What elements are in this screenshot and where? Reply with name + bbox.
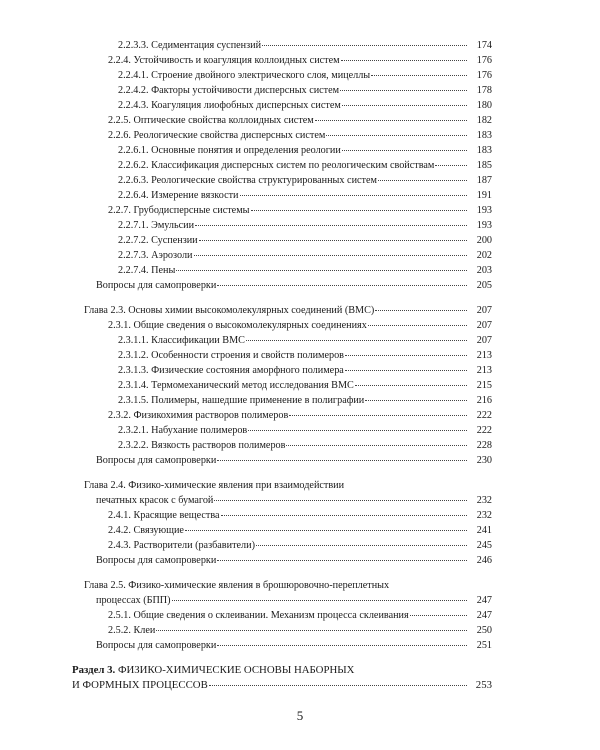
toc-entry-page: 183 [476,130,492,141]
toc-leader-dots [176,270,467,271]
toc-entry-page: 222 [476,425,492,436]
toc-entry-text: 2.5.1. Общие сведения о склеивании. Механизм процесса склеивания [108,610,409,621]
toc-entry-text: 2.2.4.1. Строение двойного электрического слоя, мицеллы [118,70,371,81]
toc-entry-page: 241 [476,525,492,536]
toc-entry [118,439,492,452]
toc-entry-text: 2.2.7.2. Суспензии [118,235,198,246]
toc-entry-text: 2.2.6.4. Измерение вязкости [118,190,239,201]
toc-entry-text: 2.2.7.4. Пены [118,265,176,276]
toc-entry-page: 213 [476,365,492,376]
toc-entry-page: 230 [476,455,492,466]
toc-entry [96,639,492,652]
toc-leader-dots [217,645,467,646]
toc-entry-page: 213 [476,350,492,361]
toc-entry-page: 216 [476,395,492,406]
toc-entry-text: Вопросы для самопроверки [96,280,217,291]
toc-entry-text: 2.3.2.2. Вязкость растворов полимеров [118,440,286,451]
toc-leader-dots [340,90,467,91]
toc-entry-text: 2.2.4. Устойчивость и коагуляция коллоидных систем [108,55,340,66]
toc-entry [118,379,492,392]
toc-entry-text: процессах (БПП) [96,595,171,606]
toc-entry [118,99,492,112]
toc-entry-text: 2.2.4.2. Факторы устойчивости дисперсных систем [118,85,340,96]
toc-entry-text: 2.3.2.1. Набухание полимеров [118,425,248,436]
toc-entry-text: 2.2.7. Грубодисперсные системы [108,205,250,216]
toc-chapter-line1: Глава 2.4. Физико-химические явления при взаимодействии [84,480,345,491]
toc-entry-page: 180 [476,100,492,111]
toc-leader-dots [172,600,467,601]
toc-leader-dots [248,430,467,431]
toc-chapter [84,304,492,317]
toc-entry-text: 2.3.1. Общие сведения о высокомолекулярных соединениях [108,320,367,331]
toc-entry [96,279,492,292]
toc-leader-dots [355,385,467,386]
toc-entry-text: И ФОРМНЫХ ПРОЦЕССОВ [72,679,208,691]
toc-entry-text: 2.2.7.3. Аэрозоли [118,250,193,261]
toc-entry-text: 2.2.6.2. Классификация дисперсных систем по реологическим свойствам [118,160,435,171]
toc-entry-page: 207 [476,305,492,316]
toc-entry [118,174,492,187]
toc-entry [108,524,492,537]
toc-entry [96,554,492,567]
toc-entry [118,234,492,247]
toc-leader-dots [262,45,467,46]
toc-entry-page: 205 [476,280,492,291]
toc-entry-page: 178 [476,85,492,96]
toc-entry-text: 2.3.1.1. Классификации ВМС [118,335,245,346]
toc-entry-text: печатных красок с бумагой [96,495,214,506]
toc-leader-dots [345,370,467,371]
toc-leader-dots [286,445,467,446]
toc-leader-dots [378,180,467,181]
toc-entry-page: 232 [476,510,492,521]
toc-entry-page: 182 [476,115,492,126]
toc-entry-page: 183 [476,145,492,156]
toc-leader-dots [371,75,467,76]
toc-entry-page: 193 [476,205,492,216]
toc-entry-page: 222 [476,410,492,421]
toc-section-label: Раздел 3. [72,664,116,676]
toc-entry-text: 2.2.3.3. Седиментация суспензий [118,40,262,51]
toc-entry-page: 228 [476,440,492,451]
toc-chapter [96,494,492,507]
toc-leader-dots [315,120,467,121]
toc-leader-dots [326,135,467,136]
toc-entry-page: 251 [476,640,492,651]
toc-entry-text: 2.3.1.4. Термомеханический метод исследования ВМС [118,380,354,391]
toc-leader-dots [368,325,467,326]
toc-entry-text: 2.3.1.5. Полимеры, нашедшие применение в полиграфии [118,395,365,406]
toc-leader-dots [221,515,467,516]
toc-entry-page: 207 [476,335,492,346]
toc-entry-page: 250 [476,625,492,636]
toc-leader-dots [251,210,468,211]
toc-leader-dots [185,530,467,531]
toc-leader-dots [435,165,467,166]
toc-entry-text: 2.2.6. Реологические свойства дисперсных систем [108,130,326,141]
toc-entry [108,509,492,522]
toc-entry [118,249,492,262]
toc-entry [118,264,492,277]
toc-chapter [96,594,492,607]
toc-entry [108,624,492,637]
page-number: 5 [296,708,304,723]
toc-entry [108,129,492,142]
toc-leader-dots [195,225,467,226]
toc-entry [118,189,492,202]
toc-leader-dots [341,60,467,61]
toc-entry-text: 2.2.4.3. Коагуляция лиофобных дисперсных систем [118,100,341,111]
toc-entry-page: 176 [476,70,492,81]
toc-leader-dots [246,340,467,341]
toc-entry-page: 200 [476,235,492,246]
toc-entry [118,84,492,97]
toc-entry [118,144,492,157]
toc-entry-page: 207 [476,320,492,331]
toc-leader-dots [345,355,467,356]
toc-entry-page: 193 [476,220,492,231]
toc-leader-dots [199,240,467,241]
toc-entry-page: 174 [476,40,492,51]
toc-entry-page: 232 [476,495,492,506]
toc-entry [118,39,492,52]
toc-section-title: ФИЗИКО-ХИМИЧЕСКИЕ ОСНОВЫ НАБОРНЫХ [115,664,355,676]
toc-entry [108,54,492,67]
toc-leader-dots [209,685,467,686]
toc-entry-page: 215 [476,380,492,391]
toc-leader-dots [375,310,467,311]
toc-entry-page: 247 [476,610,492,621]
toc-leader-dots [365,400,467,401]
toc-entry-text: Глава 2.3. Основы химии высокомолекулярных соединений (ВМС) [84,305,375,316]
toc-entry [118,349,492,362]
toc-leader-dots [289,415,467,416]
toc-leader-dots [217,460,467,461]
toc-leader-dots [217,560,467,561]
toc-entry-page: 245 [476,540,492,551]
toc-entry-page: 187 [476,175,492,186]
toc-entry-text: 2.5.2. Клеи [108,625,156,636]
toc-chapter-line1: Глава 2.5. Физико-химические явления в брошюровочно-переплетных [84,580,390,591]
toc-leader-dots [410,615,467,616]
toc-entry [118,334,492,347]
toc-section-line1 [72,664,354,677]
toc-leader-dots [194,255,468,256]
toc-entry-page: 203 [476,265,492,276]
toc-entry [118,69,492,82]
toc-entry [108,409,492,422]
toc-entry-text: 2.3.2. Физикохимия растворов полимеров [108,410,289,421]
toc-entry [108,539,492,552]
toc-entry-page: 185 [476,160,492,171]
toc-entry-text: 2.3.1.3. Физические состояния аморфного полимера [118,365,344,376]
toc-entry [96,454,492,467]
toc-entry-text: 2.4.1. Красящие вещества [108,510,220,521]
toc-entry-text: 2.2.6.3. Реологические свойства структурированных систем [118,175,377,186]
toc-entry-text: 2.2.6.1. Основные понятия и определения реологии [118,145,341,156]
toc-entry [118,394,492,407]
toc-entry-text: 2.3.1.2. Особенности строения и свойств полимеров [118,350,344,361]
toc-entry-text: Вопросы для самопроверки [96,640,217,651]
toc-entry [118,159,492,172]
toc-entry [108,204,492,217]
toc-entry-page: 191 [476,190,492,201]
toc-entry-text: 2.4.3. Растворители (разбавители) [108,540,255,551]
toc-entry [118,219,492,232]
toc-entry-text: 2.2.7.1. Эмульсии [118,220,195,231]
toc-entry [108,114,492,127]
toc-entry-page: 247 [476,595,492,606]
toc-entry-text: Вопросы для самопроверки [96,555,217,566]
toc-leader-dots [217,285,467,286]
toc-entry-text: 2.2.5. Оптические свойства коллоидных систем [108,115,314,126]
toc-section [72,679,492,692]
toc-leader-dots [240,195,468,196]
toc-leader-dots [342,150,467,151]
toc-leader-dots [342,105,467,106]
toc-entry-page: 176 [476,55,492,66]
toc-entry-page: 202 [476,250,492,261]
toc-entry [118,364,492,377]
toc-leader-dots [156,630,467,631]
toc-leader-dots [214,500,467,501]
toc-entry-page: 246 [476,555,492,566]
toc-entry-text: 2.4.2. Связующие [108,525,184,536]
toc-entry [108,319,492,332]
toc-entry-text: Вопросы для самопроверки [96,455,217,466]
toc-entry-page: 253 [475,679,492,691]
toc-leader-dots [256,545,467,546]
toc-entry [118,424,492,437]
toc-entry [108,609,492,622]
